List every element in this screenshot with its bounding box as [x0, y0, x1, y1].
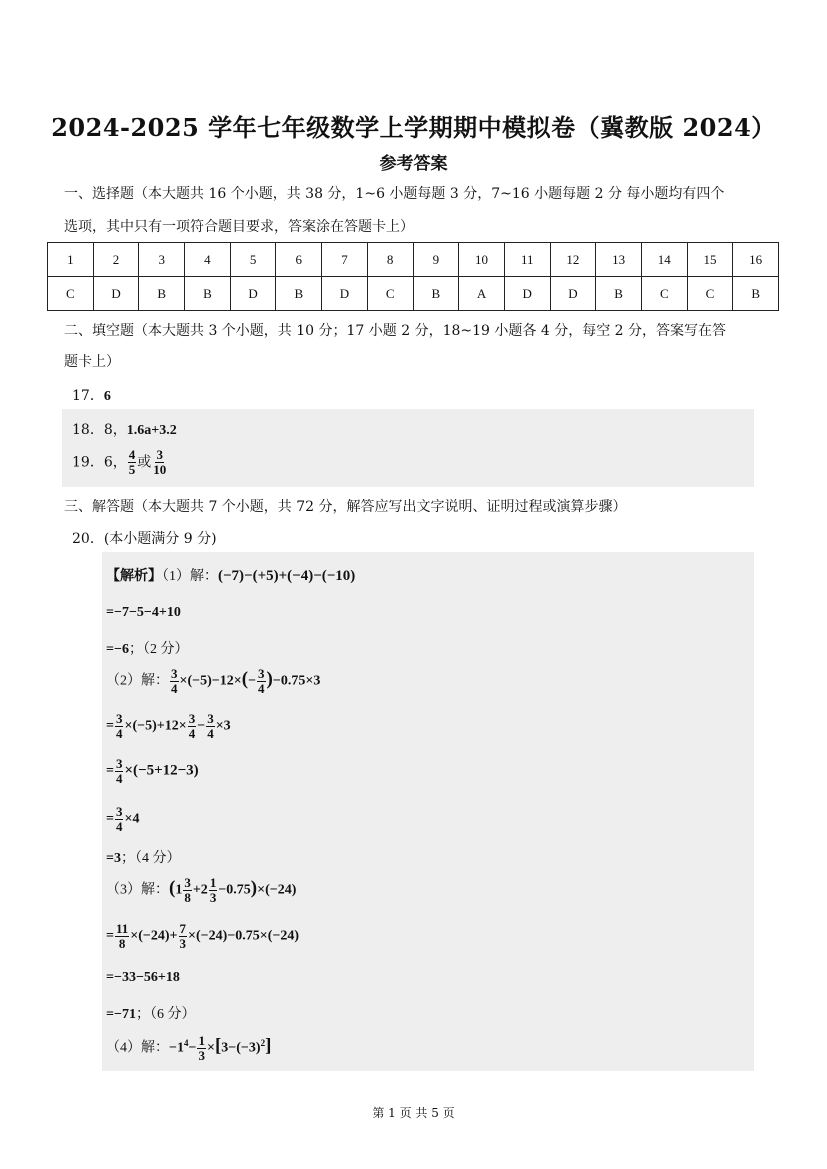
table-cell: 5: [230, 243, 276, 277]
table-cell: D: [93, 277, 139, 311]
table-cell: 12: [550, 243, 596, 277]
numerator: 3: [115, 711, 123, 726]
answer-table-answer-row: [48, 277, 779, 311]
fraction: [170, 667, 179, 696]
table-cell: D: [322, 277, 368, 311]
step-expression: ×(−24)+: [130, 928, 178, 944]
fraction: [115, 712, 124, 741]
table-cell: 1: [48, 243, 94, 277]
denominator: 4: [171, 681, 178, 696]
q18-value: 1.6a+3.2: [126, 423, 177, 438]
exponent: 2: [260, 1038, 266, 1049]
q20-part2-step4: [106, 847, 180, 867]
step-expression: 3−(−3): [221, 1040, 261, 1056]
table-cell: C: [367, 277, 413, 311]
table-cell: 9: [413, 243, 459, 277]
step-expression: =−6: [106, 642, 129, 657]
paren-open: (: [169, 877, 176, 899]
page-footer: 第 1 页 共 5 页: [372, 1106, 455, 1120]
q20-part2-step1: [106, 712, 231, 741]
q17-value: 6: [103, 389, 111, 404]
q19-or: 或: [137, 454, 152, 471]
page-title: 2024-2025 学年七年级数学上学期期中模拟卷（冀教版 2024）: [51, 113, 776, 142]
section3-heading: 三、解答题（本大题共 7 个小题，共 72 分，解答应写出文字说明、证明过程或演算步骤）: [64, 499, 627, 515]
table-cell: B: [185, 277, 231, 311]
numerator: 1: [198, 1033, 205, 1048]
denominator: 4: [115, 771, 123, 786]
denominator: 4: [258, 681, 265, 696]
q19-label: 19．6，: [72, 454, 127, 471]
numerator: 3: [188, 711, 196, 726]
denominator: 5: [128, 462, 136, 477]
section1-heading-line1: 一、选择题（本大题共 16 个小题，共 38 分，1~6 小题每题 3 分，7~16 小题每题 2 分 每小题均有四个: [64, 186, 725, 202]
solution-shade: [102, 552, 754, 1071]
fraction: [197, 1034, 206, 1063]
part1-expression: (−7)−(+5)+(−4)−(−10): [218, 568, 356, 584]
table-cell: B: [733, 277, 779, 311]
numerator: 7: [179, 921, 187, 936]
table-cell: B: [139, 277, 185, 311]
step-expression: 1: [175, 882, 183, 898]
section2-heading-line1: 二、填空题（本大题共 3 个小题，共 10 分；17 小题 2 分，18~19 小题各 4 分，每空 2 分，答案写在答: [64, 323, 727, 339]
q18-answer: [72, 419, 177, 439]
q20-part3-line: [106, 876, 296, 905]
denominator: 3: [179, 936, 187, 951]
q20-part4-line: [106, 1034, 271, 1063]
points-note: ；（2 分）: [128, 642, 189, 657]
fraction: [188, 712, 197, 741]
numerator: 3: [115, 804, 123, 819]
fraction: [179, 922, 188, 951]
numerator: 11: [115, 921, 129, 936]
table-cell: D: [230, 277, 276, 311]
step-expression: =−33−56+18: [106, 970, 180, 985]
paren-close: ): [266, 668, 273, 690]
table-cell: B: [413, 277, 459, 311]
denominator: 10: [153, 462, 167, 477]
step-expression: −0.75: [218, 882, 251, 898]
numerator: 3: [258, 666, 265, 681]
q19-answer: [72, 448, 168, 477]
table-cell: 3: [139, 243, 185, 277]
table-cell: B: [596, 277, 642, 311]
table-cell: D: [550, 277, 596, 311]
q20-part2-step2: [106, 757, 199, 786]
numerator: 1: [209, 875, 217, 890]
equals-sign: =: [106, 763, 114, 779]
step-expression: ×(−5+12−3): [124, 762, 199, 779]
table-cell: 4: [185, 243, 231, 277]
table-cell: C: [687, 277, 733, 311]
table-cell: 13: [596, 243, 642, 277]
fraction: [152, 448, 167, 477]
answer-table-number-row: [48, 243, 779, 277]
fraction: [115, 922, 129, 951]
paren-open: (: [241, 668, 249, 690]
table-cell: A: [459, 277, 505, 311]
points-note: ；（6 分）: [135, 1007, 196, 1022]
q20-label: 20．(本小题满分 9 分): [72, 531, 217, 547]
numerator: 3: [115, 756, 123, 771]
denominator: 3: [209, 890, 217, 905]
fraction: [209, 876, 218, 905]
table-cell: D: [504, 277, 550, 311]
denominator: 8: [184, 890, 191, 905]
denominator: 4: [115, 726, 123, 741]
numerator: 3: [184, 875, 191, 890]
part3-label: （3）解：: [106, 882, 169, 898]
step-expression: ×(−24)−0.75×(−24): [188, 928, 300, 944]
table-cell: C: [641, 277, 687, 311]
q20-part2-step3: [106, 805, 139, 834]
denominator: 8: [118, 936, 126, 951]
table-cell: 7: [322, 243, 368, 277]
q20-part1-line: [106, 565, 355, 585]
fraction: [206, 712, 215, 741]
q18-label: 18．8，: [72, 422, 127, 438]
numerator: 4: [128, 447, 136, 462]
section2-heading-line2: 题卡上）: [64, 354, 120, 370]
q20-part1-step2: [106, 638, 188, 658]
table-cell: 15: [687, 243, 733, 277]
step-expression: ×3: [215, 718, 231, 734]
section1-heading-line2: 选项，其中只有一项符合题目要求，答案涂在答题卡上）: [64, 219, 414, 235]
step-expression: ×4: [124, 811, 140, 827]
paren-close: ): [250, 877, 258, 899]
table-cell: 2: [93, 243, 139, 277]
bracket-open: [: [214, 1035, 222, 1057]
equals-sign: =: [106, 928, 114, 944]
part4-label: （4）解：: [106, 1040, 169, 1056]
q20-part2-line: [106, 667, 320, 696]
step-expression: ×(−24): [257, 882, 297, 898]
table-cell: 11: [504, 243, 550, 277]
step-expression: −: [197, 718, 206, 734]
fraction: [128, 448, 137, 477]
bracket-close: ]: [265, 1035, 272, 1057]
step-expression: −0.75×3: [272, 673, 321, 689]
step-expression: ×: [206, 1040, 215, 1056]
numerator: 3: [156, 447, 163, 462]
analysis-tag: 【解析】: [106, 569, 162, 584]
table-cell: 16: [733, 243, 779, 277]
numerator: 3: [207, 711, 214, 726]
answer-table: [47, 242, 779, 311]
fraction: [257, 667, 266, 696]
step-expression: −1: [169, 1040, 184, 1056]
q20-part3-step1: [106, 922, 299, 951]
step-expression: =−71: [106, 1007, 136, 1022]
step-expression: =−7−5−4+10: [106, 605, 181, 620]
minus-sign: −: [248, 673, 257, 689]
denominator: 4: [188, 726, 196, 741]
q17-label: 17．: [72, 388, 104, 404]
page-subtitle: 参考答案: [379, 154, 448, 174]
table-cell: 8: [367, 243, 413, 277]
step-expression: =3: [106, 851, 121, 866]
q20-part3-step2: [106, 970, 180, 986]
table-cell: B: [276, 277, 322, 311]
points-note: ；（4 分）: [120, 851, 181, 866]
step-expression: +2: [192, 882, 208, 898]
table-cell: 14: [641, 243, 687, 277]
part2-label: （2）解：: [106, 673, 169, 689]
step-expression: ×(−5)−12×: [179, 673, 242, 689]
q20-part1-step1: [106, 605, 181, 621]
table-cell: C: [48, 277, 94, 311]
fraction: [115, 805, 124, 834]
part1-label: （1）解：: [162, 569, 218, 584]
exponent: 4: [183, 1038, 189, 1049]
equals-sign: =: [106, 811, 114, 827]
q17-answer: [72, 385, 111, 405]
step-expression: ×(−5)+12×: [124, 718, 187, 734]
step-expression: −: [188, 1040, 197, 1056]
fraction: [115, 757, 124, 786]
numerator: 3: [171, 666, 178, 681]
denominator: 3: [198, 1048, 205, 1063]
equals-sign: =: [106, 718, 114, 734]
q20-part3-step3: [106, 1003, 195, 1023]
table-cell: 10: [459, 243, 505, 277]
denominator: 4: [207, 726, 214, 741]
denominator: 4: [115, 819, 123, 834]
table-cell: 6: [276, 243, 322, 277]
fraction: [183, 876, 192, 905]
